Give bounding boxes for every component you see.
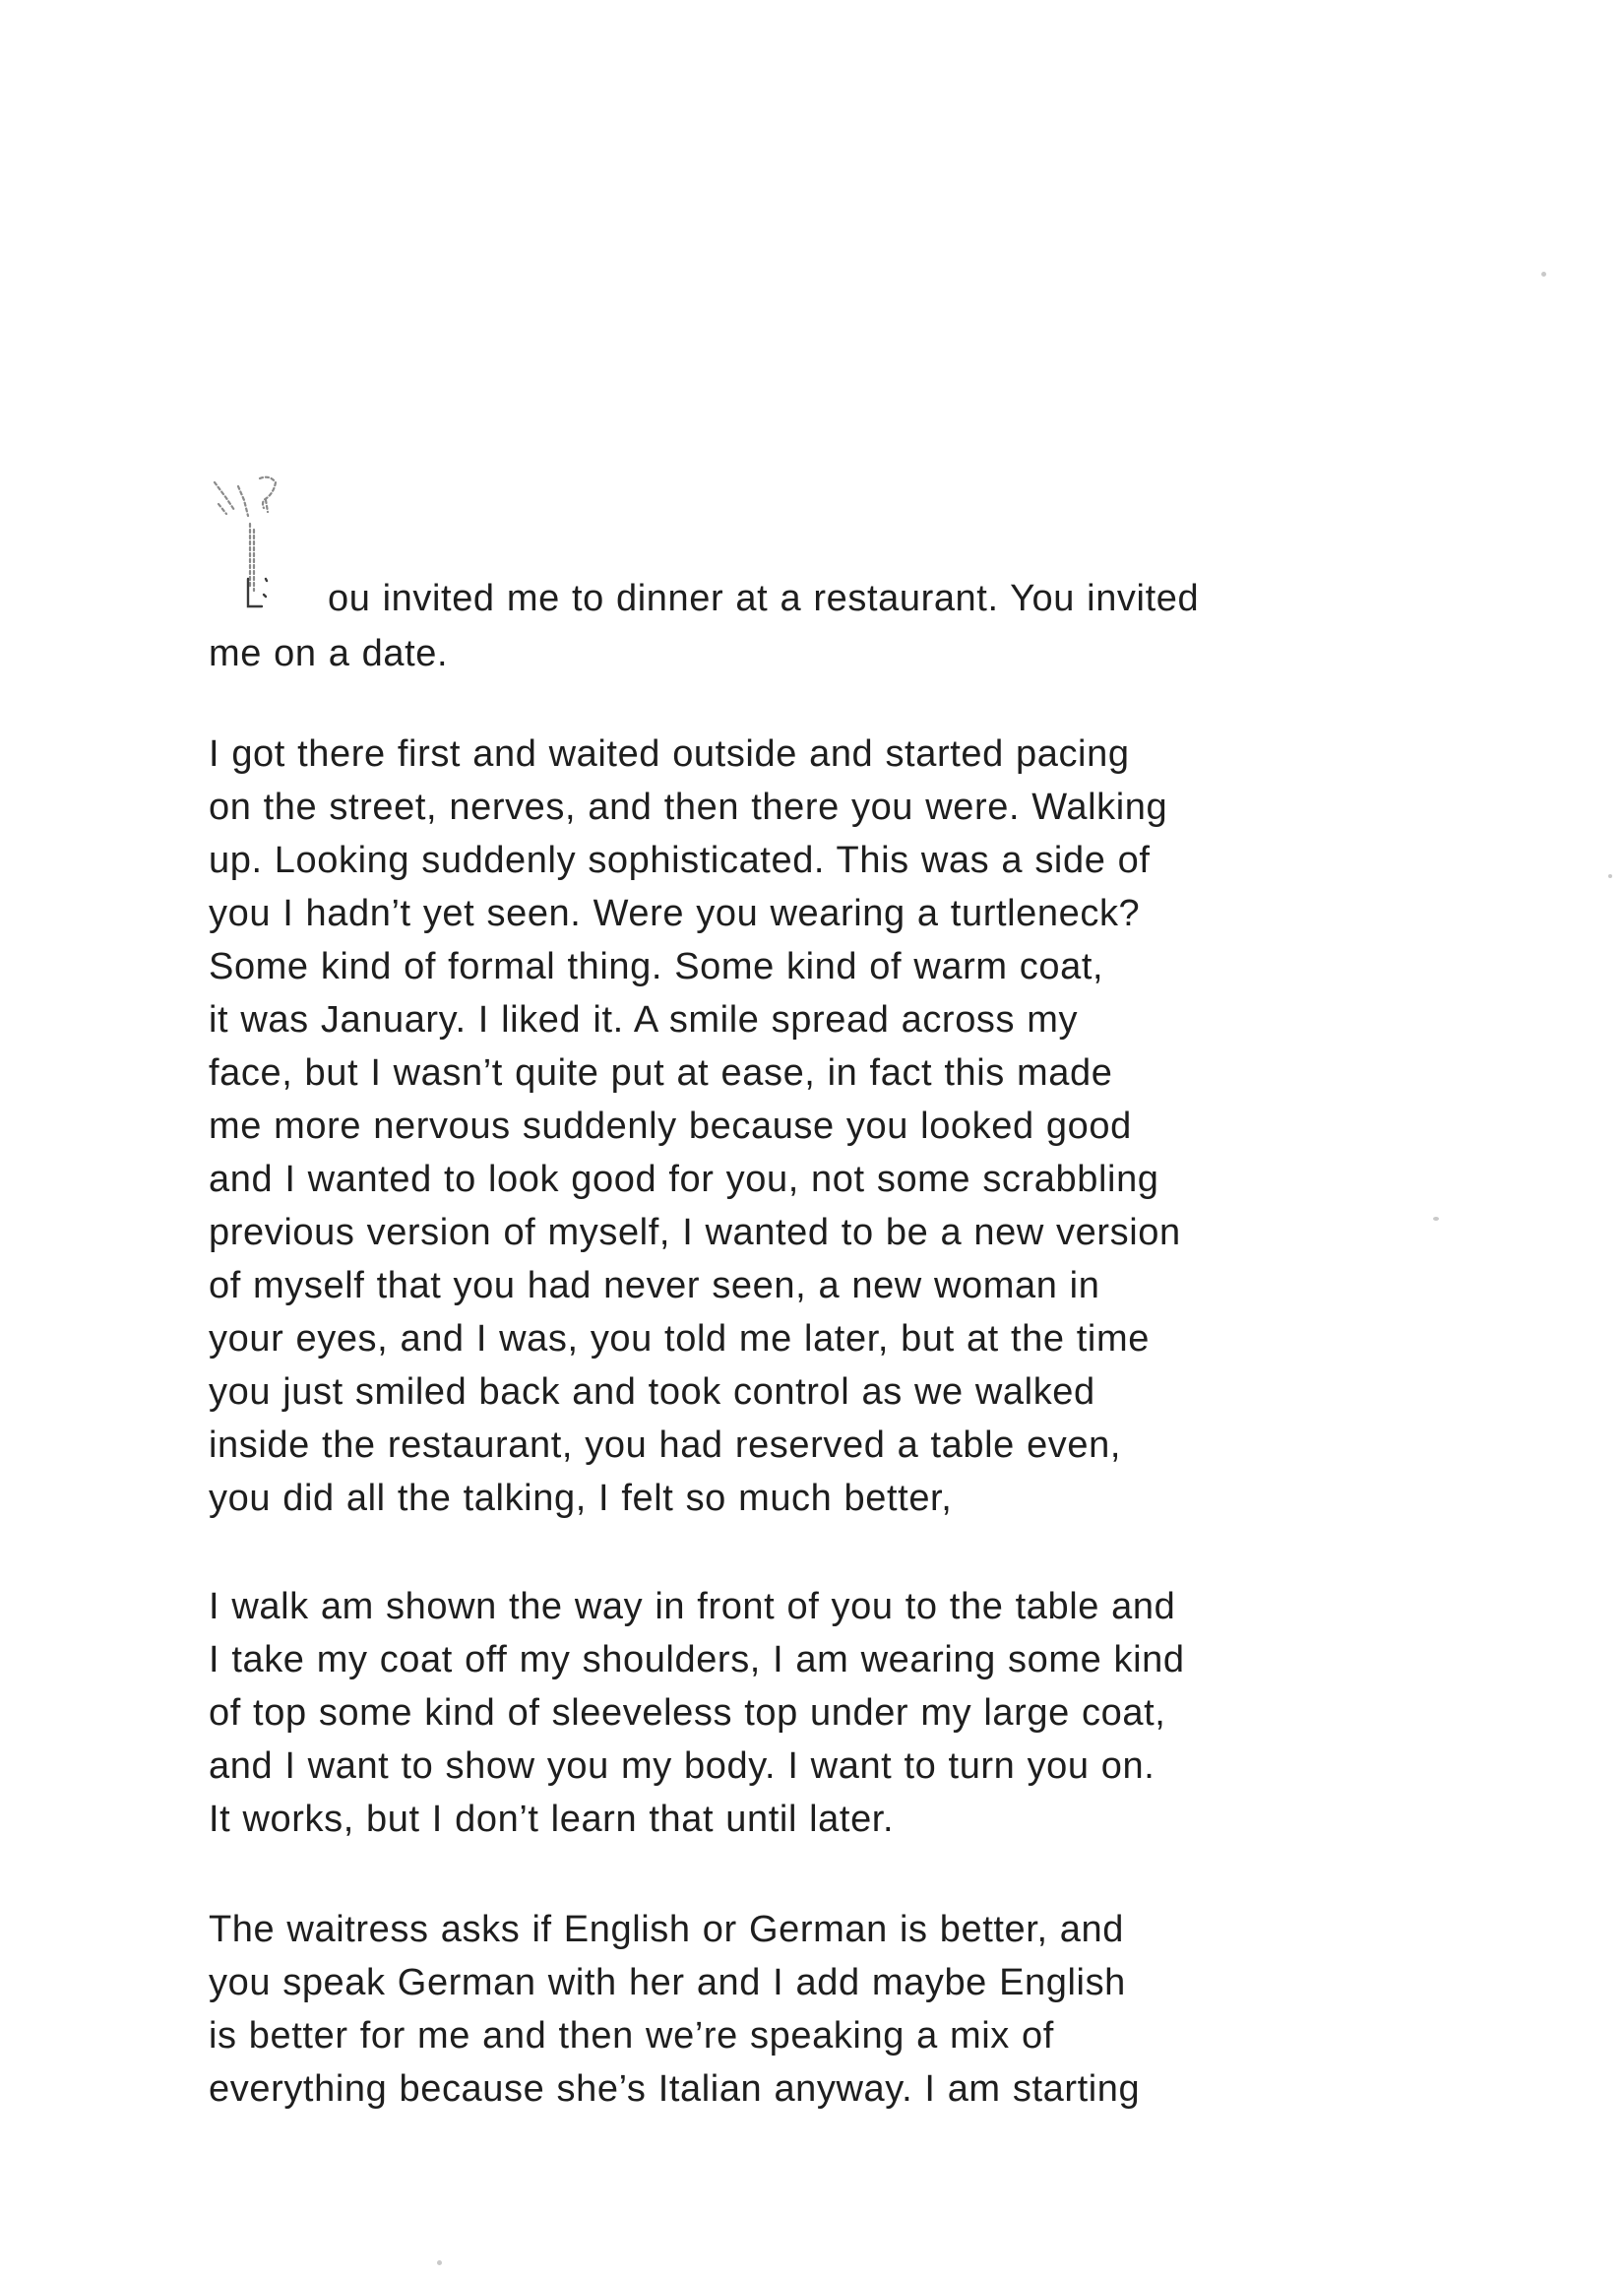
text-line: The waitress asks if English or German is better, and [209,1909,1124,1950]
scan-speck [1433,1217,1439,1221]
text-line: face, but I wasn’t quite put at ease, in fact this made [209,1052,1113,1094]
text-line: you I hadn’t yet seen. Were you wearing a turtleneck? [209,893,1141,934]
text-line: inside the restaurant, you had reserved a table even, [209,1424,1122,1466]
drop-cap-letter [205,471,333,628]
text-line: Some kind of formal thing. Some kind of warm coat, [209,946,1104,987]
text-line: your eyes, and I was, you told me later, but at the time [209,1318,1150,1360]
text-line: previous version of myself, I wanted to be a new version [209,1212,1181,1253]
text-line: I take my coat off my shoulders, I am wearing some kind [209,1639,1185,1680]
text-line: it was January. I liked it. A smile spread across my [209,999,1079,1041]
text-line: It works, but I don’t learn that until later. [209,1799,895,1840]
text-line: me more nervous suddenly because you looked good [209,1106,1132,1147]
text-line: of myself that you had never seen, a new woman in [209,1265,1100,1306]
text-line: you just smiled back and took control as we walked [209,1371,1095,1413]
text-line: I got there first and waited outside and started pacing [209,733,1130,775]
scan-speck [1541,272,1546,277]
text-line: I walk am shown the way in front of you to the table and [209,1586,1176,1627]
text-line: of top some kind of sleeveless top under my large coat, [209,1692,1166,1734]
text-line: and I wanted to look good for you, not some scrabbling [209,1159,1159,1200]
text-line: everything because she’s Italian anyway. I am starting [209,2068,1141,2110]
text-line: ou invited me to dinner at a restaurant. You invited [328,578,1200,619]
text-line: you did all the talking, I felt so much better, [209,1478,953,1519]
text-line: me on a date. [209,633,449,674]
text-line: you speak German with her and I add maybe English [209,1962,1126,2003]
text-line: on the street, nerves, and then there you were. Walking [209,787,1168,828]
scan-speck [437,2260,442,2265]
text-line: is better for me and then we’re speaking a mix of [209,2015,1054,2057]
text-line: and I want to show you my body. I want to turn you on. [209,1745,1156,1787]
scan-speck [1608,874,1612,878]
text-line: up. Looking suddenly sophisticated. This was a side of [209,840,1151,881]
